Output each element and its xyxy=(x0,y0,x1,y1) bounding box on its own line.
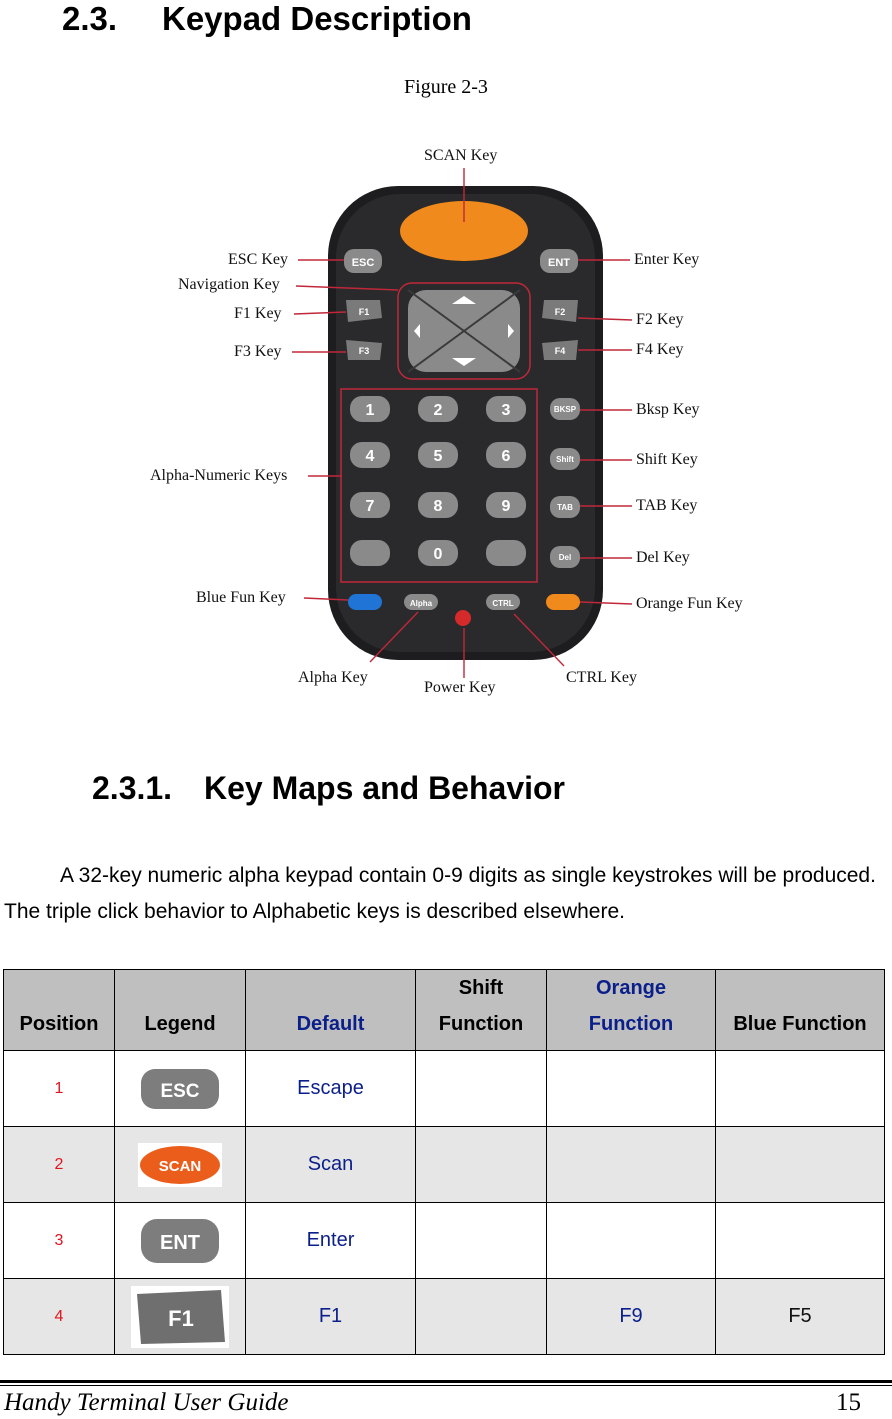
svg-text:BKSP: BKSP xyxy=(553,405,577,414)
subsection-heading xyxy=(92,770,565,807)
orange-fun-key xyxy=(546,594,580,610)
section-heading xyxy=(62,0,472,38)
cell-position: 2 xyxy=(4,1127,115,1203)
callout-f4: F4 Key xyxy=(636,341,684,358)
callout-ctrl: CTRL Key xyxy=(566,669,637,686)
footer-title: Handy Terminal User Guide xyxy=(4,1389,289,1416)
cell-default: F1 xyxy=(246,1279,416,1355)
cell-legend xyxy=(115,1051,246,1127)
header-position: Position xyxy=(4,970,115,1051)
callout-scan: SCAN Key xyxy=(424,147,498,164)
paragraph-text: A 32-key numeric alpha keypad contain 0-9 digits as single keystrokes will be produced. The triple click behavior to Alphabetic keys is described elsewhere. xyxy=(4,864,876,923)
header-shift: Shift Function xyxy=(416,970,547,1051)
body-paragraph xyxy=(4,858,884,930)
blue-fun-key xyxy=(348,594,382,610)
callout-power: Power Key xyxy=(424,679,496,696)
cell-orange: F9 xyxy=(547,1279,716,1355)
svg-text:TAB: TAB xyxy=(557,503,573,512)
header-default: Default xyxy=(246,970,416,1051)
svg-text:F1: F1 xyxy=(168,1305,194,1331)
svg-text:9: 9 xyxy=(501,498,511,515)
svg-text:2: 2 xyxy=(433,402,443,419)
f4-key-label: F4 xyxy=(554,346,566,356)
cell-shift xyxy=(416,1203,547,1279)
keypad-figure xyxy=(140,128,780,714)
table-row xyxy=(4,1279,885,1355)
svg-text:4: 4 xyxy=(365,448,375,465)
callout-f3: F3 Key xyxy=(234,343,282,360)
f1-key-icon xyxy=(131,1286,229,1348)
header-blue: Blue Function xyxy=(716,970,885,1051)
scan-key-icon xyxy=(138,1143,222,1187)
cell-blue xyxy=(716,1051,885,1127)
svg-text:5: 5 xyxy=(433,448,443,465)
key-map-table xyxy=(3,969,885,1355)
footer-rule xyxy=(0,1380,892,1383)
cell-orange xyxy=(547,1127,716,1203)
figure-caption: Figure 2-3 xyxy=(404,76,488,98)
power-key xyxy=(455,610,471,626)
header-orange: Orange Function xyxy=(547,970,716,1051)
ent-key-icon xyxy=(139,1216,221,1266)
esc-key-icon xyxy=(139,1066,221,1112)
table-row xyxy=(4,1051,885,1127)
cell-shift xyxy=(416,1279,547,1355)
cell-default: Escape xyxy=(246,1051,416,1127)
callout-f2: F2 Key xyxy=(636,311,684,328)
callout-navigation: Navigation Key xyxy=(178,276,280,293)
callout-orangefun: Orange Fun Key xyxy=(636,595,743,612)
svg-text:ESC: ESC xyxy=(160,1080,200,1102)
callout-enter: Enter Key xyxy=(634,251,700,268)
cell-orange xyxy=(547,1203,716,1279)
subsection-title: Key Maps and Behavior xyxy=(204,770,565,806)
cell-blue xyxy=(716,1127,885,1203)
cell-blue: F5 xyxy=(716,1279,885,1355)
svg-text:Alpha: Alpha xyxy=(409,599,433,608)
cell-legend xyxy=(115,1203,246,1279)
esc-key-label: ESC xyxy=(351,257,375,269)
section-number: 2.3. xyxy=(62,0,118,37)
callout-f1: F1 Key xyxy=(234,305,282,322)
callout-esc: ESC Key xyxy=(228,251,288,268)
cell-default: Scan xyxy=(246,1127,416,1203)
svg-text:CTRL: CTRL xyxy=(492,599,514,608)
svg-text:7: 7 xyxy=(365,498,375,515)
callout-alpha: Alpha Key xyxy=(298,669,368,686)
svg-text:ENT: ENT xyxy=(160,1231,200,1254)
cell-orange xyxy=(547,1051,716,1127)
section-title: Keypad Description xyxy=(162,0,472,37)
callout-del: Del Key xyxy=(636,549,690,566)
svg-text:1: 1 xyxy=(365,402,375,419)
callout-shift: Shift Key xyxy=(636,451,698,468)
ent-key-label: ENT xyxy=(548,257,570,269)
svg-text:Shift: Shift xyxy=(556,455,574,464)
callout-bksp: Bksp Key xyxy=(636,401,700,418)
cell-shift xyxy=(416,1051,547,1127)
cell-default: Enter xyxy=(246,1203,416,1279)
callout-bluefun: Blue Fun Key xyxy=(196,589,286,606)
callout-alphanumeric: Alpha-Numeric Keys xyxy=(150,467,288,484)
header-legend: Legend xyxy=(115,970,246,1051)
cell-position: 4 xyxy=(4,1279,115,1355)
svg-text:Del: Del xyxy=(558,553,572,562)
f1-key-label: F1 xyxy=(358,307,370,317)
svg-text:6: 6 xyxy=(501,448,511,465)
table-row xyxy=(4,1127,885,1203)
callout-tab: TAB Key xyxy=(636,497,698,514)
svg-text:3: 3 xyxy=(501,402,511,419)
svg-text:0: 0 xyxy=(433,546,443,563)
svg-text:8: 8 xyxy=(433,498,443,515)
f3-key-label: F3 xyxy=(358,346,370,356)
cell-position: 1 xyxy=(4,1051,115,1127)
f2-key-label: F2 xyxy=(554,307,566,317)
subsection-number: 2.3.1. xyxy=(92,770,173,806)
cell-legend xyxy=(115,1127,246,1203)
page-number: 15 xyxy=(836,1389,861,1416)
cell-legend xyxy=(115,1279,246,1355)
table-row xyxy=(4,1203,885,1279)
cell-position: 3 xyxy=(4,1203,115,1279)
cell-blue xyxy=(716,1203,885,1279)
footer-rule-thin xyxy=(0,1385,892,1386)
cell-shift xyxy=(416,1127,547,1203)
table-header-row xyxy=(4,970,885,1051)
svg-text:SCAN: SCAN xyxy=(158,1157,202,1175)
